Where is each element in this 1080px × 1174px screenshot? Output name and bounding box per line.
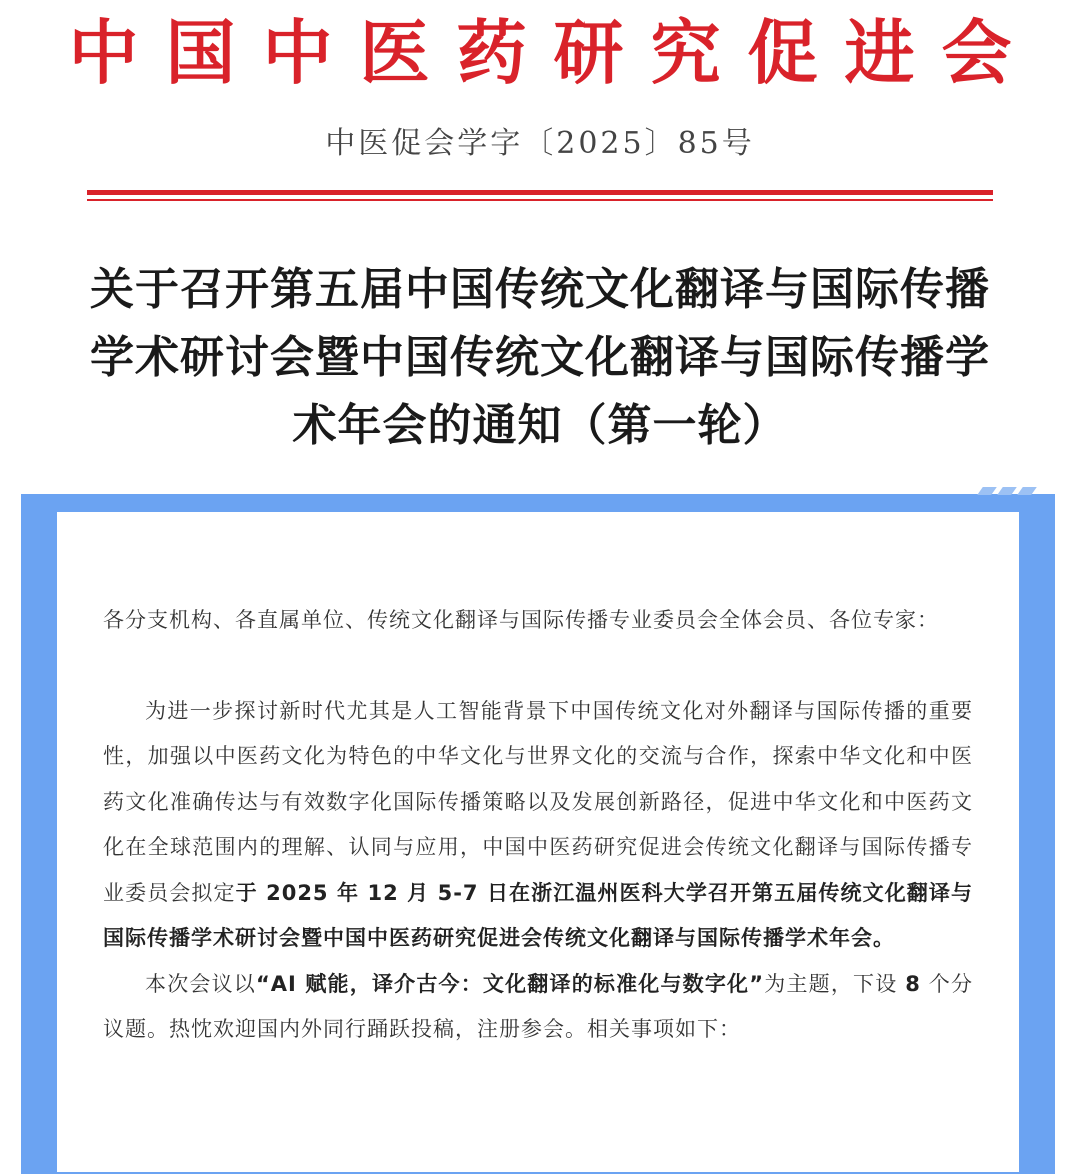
conference-theme: “AI 赋能，译介古今：文化翻译的标准化与数字化” <box>255 971 765 996</box>
red-divider-thick <box>87 190 993 195</box>
notice-body <box>103 598 973 1053</box>
salutation: 各分支机构、各直属单位、传统文化翻译与国际传播专业委员会全体会员、各位专家： <box>103 608 939 632</box>
subtopic-count: 8 <box>905 971 921 996</box>
paragraph-2 <box>103 962 973 1053</box>
notice-title: 关于召开第五届中国传统文化翻译与国际传播学术研讨会暨中国传统文化翻译与国际传播学术年会的通知（第一轮） <box>90 264 990 451</box>
red-divider-thin <box>87 199 993 201</box>
paragraph-1-bold: 于 2025 年 12 月 5-7 日在浙江温州医科大学召开第五届传统文化翻译与国际传播学术研讨会暨中国中医药研究促进会传统文化翻译与国际传播学术年会。 <box>103 880 973 950</box>
paragraph-2-mid: 为主题，下设 <box>764 971 906 996</box>
organization-title: 中国中医药研究促进会 <box>68 11 1039 94</box>
document-number: 中医促会学字〔2025〕85号 <box>325 126 755 161</box>
paragraph-2-lead: 本次会议以 <box>145 971 256 996</box>
paragraph-1 <box>103 689 973 962</box>
paragraph-2-tail: 个分议题。热忱欢迎国内外同行踊跃投稿，注册参会。相关事项如下： <box>103 971 973 1041</box>
paragraph-1-text: 为进一步探讨新时代尤其是人工智能背景下中国传统文化对外翻译与国际传播的重要性，加强以中医药文化为特色的中华文化与世界文化的交流与合作，探索中华文化和中医药文化准确传达与有效数字化国际传播策略以及发展创新路径，促进中华文化和中医药文化在全球范围内的理解、认同与应用，中国中医药研究促进会传统文化翻译与国际传播专业委员会拟定 <box>103 698 973 905</box>
